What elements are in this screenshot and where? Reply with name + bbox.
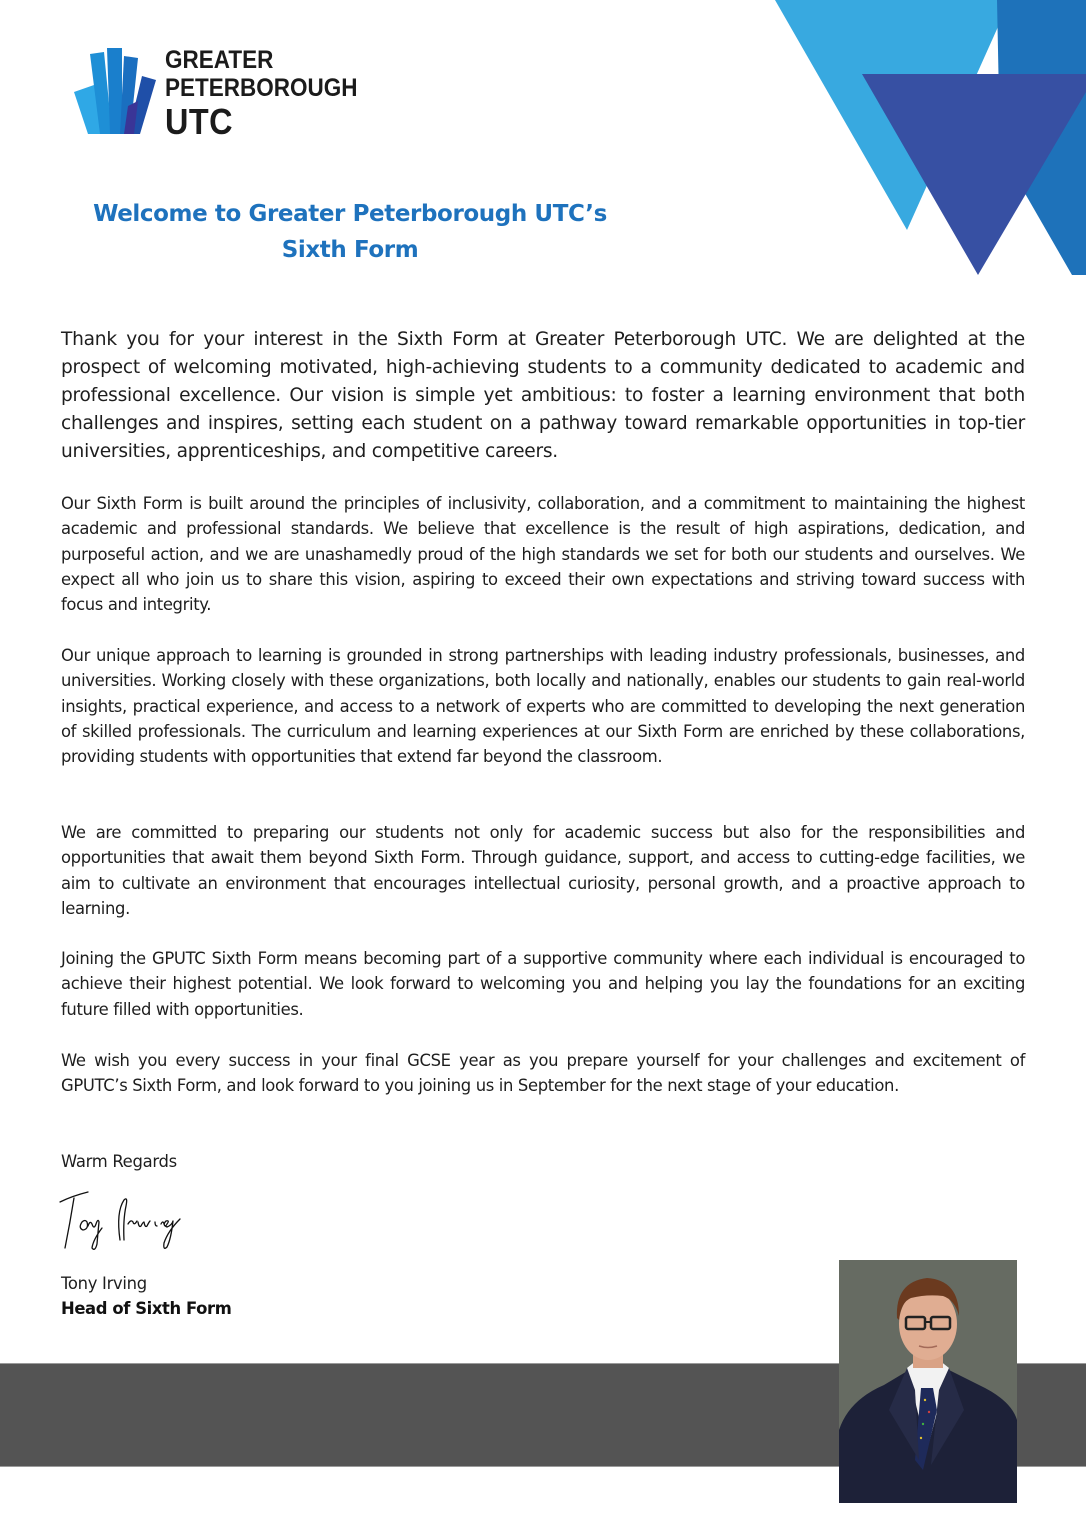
closing-salutation: Warm Regards <box>61 1152 177 1171</box>
intro-paragraph: Thank you for your interest in the Sixth Form at Greater Peterborough UTC. We are delighted at the prospect of welcoming motivated, high-achieving students to a community dedicated to academic and professional excellence. Our vision is simple yet ambitious: to foster a learning environment that both challenges and inspires, setting each student on a pathway toward remarkable opportunities in top-tier universities, apprenticeships, and competitive careers. <box>61 329 1025 462</box>
wishes-paragraph: We wish you every success in your final GCSE year as you prepare yourself for your challenges and excitement of GPUTC’s Sixth Form, and look forward to you joining us in September for the next stage of your education. <box>61 1051 1025 1096</box>
logo-line-greater: GREATER <box>165 46 274 74</box>
principles-paragraph: Our Sixth Form is built around the principles of inclusivity, collaboration, and a commitment to maintaining the highest academic and professional standards. We believe that excellence is the result of high aspirations, dedication, and purposeful action, and we are unashamedly proud of the high standards we set for both our students and ourselves. We expect all who join us to share this vision, aspiring to exceed their own expectations and striving toward success with focus and integrity. <box>61 494 1025 615</box>
logo-wordmark <box>165 48 358 140</box>
title-line-1: Welcome to Greater Peterborough UTC’s <box>93 201 607 227</box>
preparation-paragraph: We are committed to preparing our students not only for academic success but also for the responsibilities and opportunities that await them beyond Sixth Form. Through guidance, support, and access to cutting-edge facilities, we aim to cultivate an environment that encourages intellectual curiosity, personal growth, and a proactive approach to learning. <box>61 823 1025 918</box>
portrait-photo <box>839 1260 1017 1503</box>
handwritten-signature-icon <box>58 1188 218 1260</box>
hand-bars-logo-icon <box>72 46 162 138</box>
triangles-decoration-icon <box>770 0 1086 290</box>
logo-line-utc: UTC <box>165 101 233 142</box>
community-paragraph: Joining the GPUTC Sixth Form means becoming part of a supportive community where each individual is encouraged to achieve their highest potential. We look forward to welcoming you and helping you lay the foundations for an exciting future filled with opportunities. <box>61 949 1025 1019</box>
signer-name: Tony Irving <box>61 1274 147 1293</box>
page-title <box>60 196 640 268</box>
title-line-2: Sixth Form <box>281 237 419 263</box>
signer-title: Head of Sixth Form <box>61 1299 232 1318</box>
logo-line-peterborough: PETERBOROUGH <box>165 74 358 102</box>
portrait-photo-icon <box>839 1260 1017 1503</box>
partnerships-paragraph: Our unique approach to learning is grounded in strong partnerships with leading industry professionals, businesses, and universities. Working closely with these organizations, both locally and nationally, enables our students to gain real-world insights, practical experience, and access to a network of experts who are committed to developing the next generation of skilled professionals. The curriculum and learning experiences at our Sixth Form are enriched by these collaborations, providing students with opportunities that extend far beyond the classroom. <box>61 646 1025 767</box>
school-logo <box>72 46 362 142</box>
